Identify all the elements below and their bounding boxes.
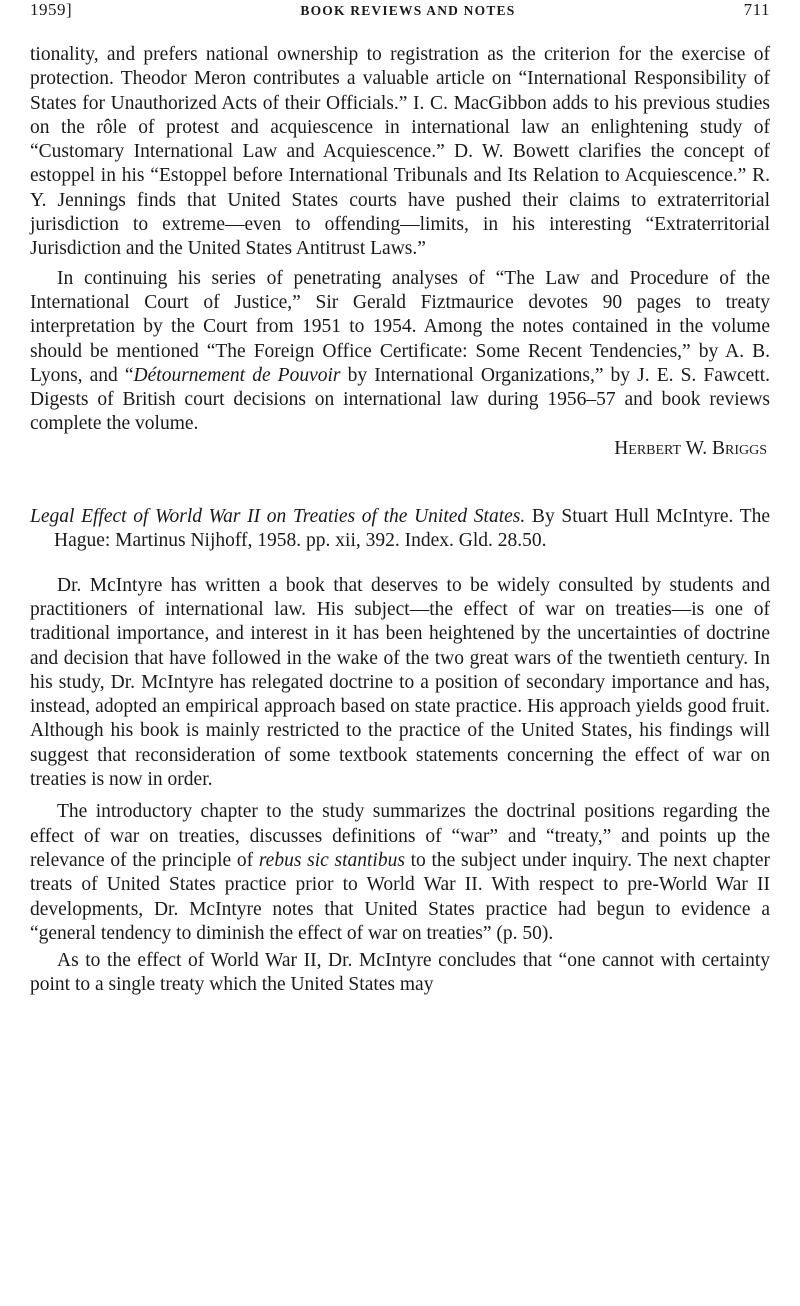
review2-paragraph-2 (30, 800, 770, 946)
review1-p2-italic: Détournement de Pouvoir (133, 364, 341, 386)
review1-paragraph-1: tionality, and prefers national ownership to registration as the criterion for the exercise of protection. Theodor Meron contributes a valuable article on “International Responsibility of States for Unauthorized Acts of their Officials.” I. C. MacGibbon adds to his previous studies on the rôle of protest and acquiescence in international law an enlightening study of “Customary International Law and Acquiescence.” D. W. Bowett clarifies the concept of estoppel in his “Estoppel before International Tribunals and Its Relation to Acquiescence.” R. Y. Jennings finds that United States courts have pushed their claims to extraterritorial jurisdiction to extreme—even to offending—limits, in his interesting “Extraterritorial Jurisdiction and the United States Antitrust Laws.” (30, 44, 770, 260)
review2-p2-italic: rebus sic stantibus (258, 849, 405, 871)
review2-book-entry (30, 505, 770, 554)
review2-book-details: By Stuart Hull McIntyre. The Hague: Martinus Nijhoff, 1958. pp. xii, 392. Index. Gld. 28.50. (54, 506, 770, 552)
review2-p2-text-a: The introductory chapter to the study summarizes the doctrinal positions regarding the effect of war on treaties, discusses definitions of “war” and “treaty,” and points up the relevance of the principle of (30, 801, 770, 871)
review2-paragraph-3: As to the effect of World War II, Dr. McIntyre concludes that “one cannot with certainty point to a single treaty which the United States may (30, 950, 770, 996)
review1-paragraph-2 (30, 267, 770, 437)
page (30, 0, 770, 998)
running-header (30, 0, 770, 26)
review1-p2-text-a: In continuing his series of penetrating analyses of “The Law and Procedure of the International Court of Justice,” Sir Gerald Fiztmaurice devotes 90 pages to treaty interpretation by the Court from 1951 to 1954. Among the notes contained in the volume should be mentioned “The Foreign Office Certificate: Some Recent Tendencies,” by A. B. Lyons, and “ (30, 267, 770, 386)
header-running-title: BOOK REVIEWS AND NOTES (300, 3, 516, 18)
header-page-number: 711 (743, 0, 770, 19)
review1-p2-text-b: by International Organizations,” by J. E. S. Fawcett. Digests of British court decisions on international law during 1956–57 and book reviews complete the volume. (30, 364, 770, 435)
review2-p2-text-b: to the subject under inquiry. The next chapter treats of United States practice prior to World War II. With respect to pre-World War II developments, Dr. McIntyre notes that United States practice had begun to evidence a “general tendency to diminish the effect of war on treaties” (p. 50). (30, 849, 770, 944)
header-year: 1959] (30, 0, 73, 19)
review2-paragraph-1: Dr. McIntyre has written a book that deserves to be widely consulted by students and practitioners of international law. His subject—the effect of war on treaties—is one of traditional importance, and interest in it has been heightened by the uncertainties of doctrine and decision that have followed in the wake of the two great wars of the twentieth century. In his study, Dr. McIntyre has relegated doctrine to a position of secondary importance and has, instead, adopted an empirical approach based on state practice. His approach yields good fruit. Although his book is mainly restricted to the practice of the United States, his findings will suggest that reconsideration of some textbook statements concerning the effect of war on treaties is now in order. (30, 574, 770, 791)
review2-book-title: Legal Effect of World War II on Treaties of the United States. (30, 506, 526, 528)
review1-signature: Herbert W. Briggs (614, 437, 767, 459)
